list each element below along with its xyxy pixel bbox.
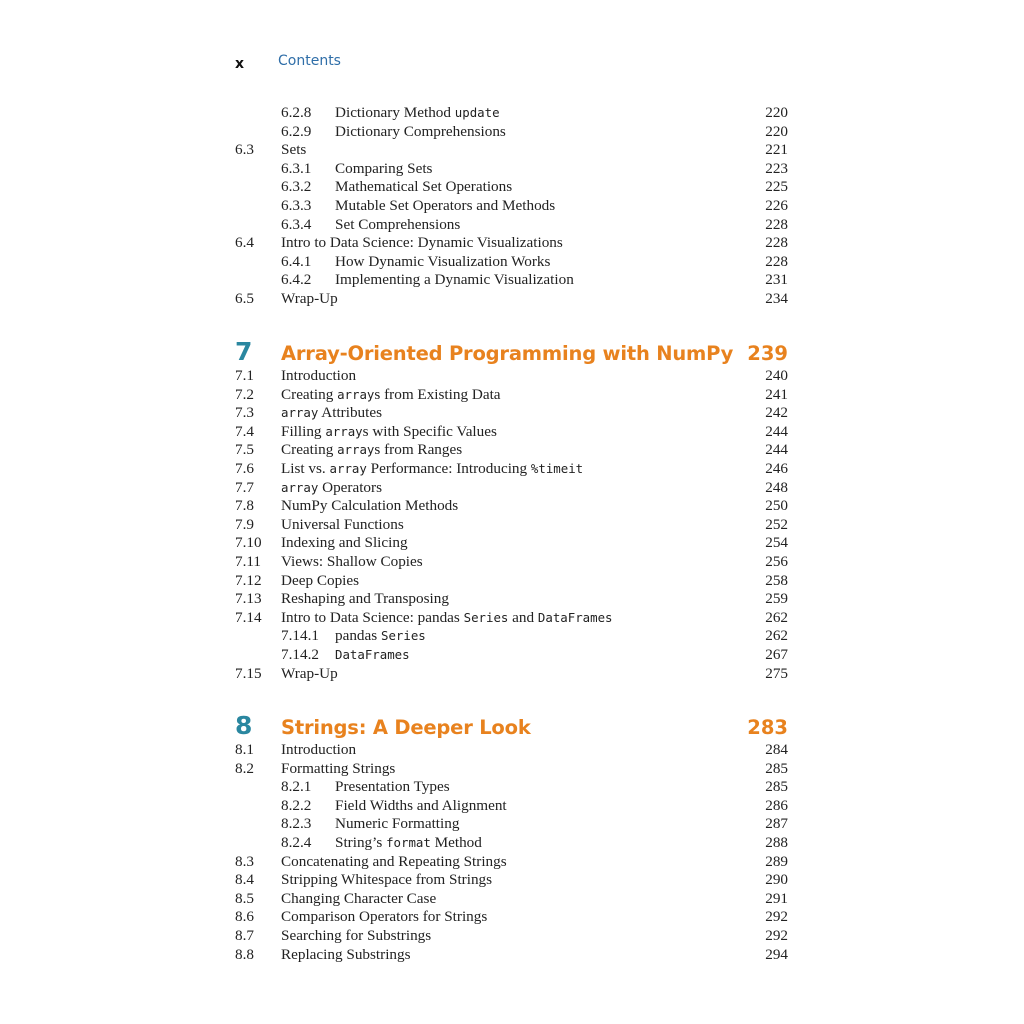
section-title[interactable] [281, 553, 423, 572]
title-text: Creating [281, 441, 338, 459]
toc-entry[interactable] [235, 197, 788, 216]
section-title[interactable] [281, 908, 487, 927]
section-number: 8.3 [235, 852, 254, 870]
section-title[interactable] [335, 160, 432, 179]
section-title[interactable] [281, 290, 338, 309]
title-text: Introduction [281, 741, 357, 758]
section-number: 6.5 [235, 289, 254, 307]
code-term: array [281, 405, 319, 421]
title-text: List vs. [281, 459, 330, 477]
section-number: 8.2 [235, 759, 254, 777]
page-number: 250 [765, 497, 788, 515]
section-title[interactable] [281, 760, 395, 779]
code-term: DataFrames [537, 609, 613, 625]
page-number: 228 [765, 215, 788, 233]
title-text: Performance: Introducing [366, 459, 531, 477]
page-number: 275 [765, 664, 788, 682]
toc-entry[interactable] [235, 404, 788, 423]
title-text: Deep Copies [281, 571, 360, 589]
section-number: 6.3 [235, 141, 254, 159]
section-number: 6.3.4 [281, 215, 312, 233]
page-number: 231 [765, 271, 788, 289]
toc-entry[interactable] [235, 778, 788, 797]
toc-entry[interactable] [235, 123, 788, 142]
toc-entry[interactable] [235, 665, 788, 684]
section-title[interactable] [335, 646, 410, 665]
section-title[interactable] [281, 890, 436, 909]
page-number: 244 [765, 422, 788, 440]
toc-entry[interactable] [235, 104, 788, 123]
toc-entry[interactable] [235, 460, 788, 479]
chapter-title[interactable]: Strings: A Deeper Look [281, 716, 531, 739]
title-text: Intro to Data Science: Dynamic Visualizations [281, 234, 563, 252]
page-number: 292 [765, 908, 788, 926]
page-number: 228 [765, 252, 788, 270]
code-term: array [281, 479, 319, 495]
section-title[interactable] [281, 460, 583, 479]
toc-entry[interactable] [235, 553, 788, 572]
section-title[interactable] [335, 216, 460, 235]
toc-entry[interactable] [235, 234, 788, 253]
section-number: 7.11 [235, 552, 262, 570]
section-number: 8.2.1 [281, 778, 312, 796]
page-number: 291 [765, 889, 788, 907]
section-title[interactable] [335, 253, 550, 272]
toc-entry[interactable] [235, 178, 788, 197]
section-title[interactable] [281, 441, 462, 460]
toc-entry[interactable] [235, 497, 788, 516]
section-title[interactable] [281, 572, 359, 591]
section-title[interactable] [281, 423, 497, 442]
section-number: 6.3.1 [281, 159, 312, 177]
title-text: Introduction [281, 367, 357, 384]
section-title[interactable] [281, 609, 613, 628]
title-text: Field Widths and Alignment [335, 796, 507, 814]
toc-entry[interactable] [235, 290, 788, 309]
toc-entry[interactable] [235, 141, 788, 160]
section-number: 6.4 [235, 234, 254, 252]
toc-entry[interactable] [235, 572, 788, 591]
section-title[interactable] [335, 815, 459, 834]
title-text: Comparison Operators for Strings [281, 908, 488, 926]
title-text: How Dynamic Visualization Works [335, 252, 551, 270]
page-number: 234 [765, 289, 788, 307]
page-number: 286 [765, 796, 788, 814]
section-number: 7.6 [235, 459, 254, 477]
code-term: DataFrames [335, 646, 410, 662]
page-number: 220 [765, 122, 788, 140]
chapter-heading[interactable] [235, 711, 788, 741]
section-title[interactable] [281, 741, 356, 760]
title-text: Presentation Types [335, 778, 450, 796]
code-term: update [454, 105, 500, 120]
section-number: 7.7 [235, 478, 254, 496]
section-title[interactable] [281, 141, 306, 160]
section-number: 6.2.8 [281, 104, 312, 121]
chapter-title[interactable]: Array-Oriented Programming with NumPy [281, 342, 734, 365]
toc-entry[interactable] [235, 534, 788, 553]
title-text: Creating [281, 385, 338, 403]
chapter-page-number: 283 [747, 716, 788, 739]
toc-entry[interactable] [235, 441, 788, 460]
page-number: 258 [765, 571, 788, 589]
page-number: 225 [765, 178, 788, 196]
section-title[interactable] [281, 871, 492, 890]
section-title[interactable] [335, 104, 500, 123]
section-number: 8.2.4 [281, 833, 312, 851]
toc-entry[interactable] [235, 797, 788, 816]
page-number: 267 [765, 645, 788, 663]
chapter-page-number: 239 [747, 342, 788, 365]
title-text: Attributes [318, 404, 383, 422]
toc-continued-section [235, 104, 788, 309]
code-term: %timeit [530, 460, 584, 476]
title-text: s with Specific Values [362, 422, 497, 440]
section-title[interactable] [335, 778, 450, 797]
title-text: s from Existing Data [374, 385, 501, 403]
section-number: 7.14 [235, 608, 262, 626]
toc-entry[interactable] [235, 871, 788, 890]
title-text: Sets [281, 141, 307, 159]
page-folio: x [235, 56, 245, 72]
section-title[interactable] [281, 404, 382, 423]
page-number: 285 [765, 759, 788, 777]
page-number: 259 [765, 590, 788, 608]
toc-entry[interactable] [235, 590, 788, 609]
section-number: 7.8 [235, 497, 254, 515]
toc-entry[interactable] [235, 160, 788, 179]
title-text: Changing Character Case [281, 889, 437, 907]
section-title[interactable] [281, 590, 449, 609]
page-number: 244 [765, 441, 788, 459]
toc-chapter-8 [235, 711, 788, 964]
section-number: 6.2.9 [281, 122, 312, 140]
title-text: NumPy Calculation Methods [281, 497, 459, 515]
section-title[interactable] [335, 797, 507, 816]
code-term: array [325, 423, 363, 439]
section-number: 8.7 [235, 926, 254, 944]
page-number: 240 [765, 367, 788, 384]
page-number: 220 [765, 104, 788, 121]
section-title[interactable] [281, 946, 411, 965]
section-number: 7.3 [235, 404, 254, 422]
title-text: Reshaping and Transposing [281, 590, 449, 608]
section-number: 7.14.1 [281, 627, 319, 645]
page-number: 284 [765, 741, 788, 758]
section-number: 7.9 [235, 515, 254, 533]
toc-entry[interactable] [235, 479, 788, 498]
section-number: 7.13 [235, 590, 262, 608]
section-title[interactable] [281, 853, 507, 872]
title-text: and [508, 608, 538, 626]
page-number: 221 [765, 141, 788, 159]
toc-entry[interactable] [235, 853, 788, 872]
title-text: pandas [335, 627, 381, 645]
toc-entry[interactable] [235, 760, 788, 779]
page-number: 292 [765, 926, 788, 944]
section-number: 8.1 [235, 741, 254, 758]
toc-entry[interactable] [235, 271, 788, 290]
section-title[interactable] [335, 197, 555, 216]
page-number: 262 [765, 608, 788, 626]
section-title[interactable] [281, 497, 458, 516]
title-text: Method [430, 833, 482, 851]
title-text: Concatenating and Repeating Strings [281, 852, 507, 870]
section-number: 7.4 [235, 422, 254, 440]
section-title[interactable] [281, 479, 382, 498]
section-number: 8.4 [235, 871, 254, 889]
title-text: Wrap-Up [281, 664, 338, 682]
page-number: 246 [765, 459, 788, 477]
title-text: Wrap-Up [281, 289, 338, 307]
toc-entry[interactable] [235, 423, 788, 442]
toc-entry[interactable] [235, 627, 788, 646]
page-number: 223 [765, 159, 788, 177]
title-text: Stripping Whitespace from Strings [281, 871, 493, 889]
title-text: Dictionary Comprehensions [335, 122, 506, 140]
title-text: Filling [281, 422, 326, 440]
title-text: Comparing Sets [335, 159, 433, 177]
section-number: 6.3.2 [281, 178, 312, 196]
section-number: 6.4.2 [281, 271, 312, 289]
section-number: 7.12 [235, 571, 262, 589]
title-text: Set Comprehensions [335, 215, 461, 233]
section-title[interactable] [281, 534, 408, 553]
page-number: 241 [765, 385, 788, 403]
chapter-number: 7 [235, 337, 253, 366]
title-text: Intro to Data Science: pandas [281, 608, 464, 626]
toc-entry[interactable] [235, 890, 788, 909]
section-number: 7.5 [235, 441, 254, 459]
page-number: 288 [765, 833, 788, 851]
running-title: Contents [278, 53, 341, 69]
page-number: 248 [765, 478, 788, 496]
section-title[interactable] [335, 123, 506, 142]
title-text: Mutable Set Operators and Methods [335, 196, 556, 214]
code-term: array [337, 386, 375, 402]
title-text: Implementing a Dynamic Visualization [335, 271, 574, 289]
section-number: 7.14.2 [281, 645, 319, 663]
title-text: Numeric Formatting [335, 815, 460, 833]
page-number: 262 [765, 627, 788, 645]
code-term: array [337, 442, 375, 458]
section-title[interactable] [281, 665, 338, 684]
toc-entry[interactable] [235, 386, 788, 405]
title-text: Dictionary Method [335, 104, 455, 121]
toc-entry[interactable] [235, 741, 788, 760]
page-number: 294 [765, 945, 788, 963]
title-text: Universal Functions [281, 515, 404, 533]
section-number: 8.8 [235, 945, 254, 963]
toc-entry[interactable] [235, 815, 788, 834]
section-number: 8.2.3 [281, 815, 312, 833]
section-number: 6.3.3 [281, 196, 312, 214]
section-title[interactable] [281, 386, 501, 405]
title-text: Mathematical Set Operations [335, 178, 513, 196]
section-number: 7.15 [235, 664, 262, 682]
section-title[interactable] [281, 234, 563, 253]
page-number: 289 [765, 852, 788, 870]
title-text: s from Ranges [374, 441, 463, 459]
toc-entry[interactable] [235, 516, 788, 535]
page-number: 287 [765, 815, 788, 833]
code-term: Series [380, 628, 426, 644]
page-number: 228 [765, 234, 788, 252]
section-title[interactable] [335, 834, 482, 853]
section-title[interactable] [281, 516, 404, 535]
toc-entry[interactable] [235, 646, 788, 665]
section-number: 7.10 [235, 534, 262, 552]
section-number: 6.4.1 [281, 252, 312, 270]
page-number: 256 [765, 552, 788, 570]
title-text: Replacing Substrings [281, 945, 411, 963]
page-number: 290 [765, 871, 788, 889]
section-number: 8.5 [235, 889, 254, 907]
section-number: 7.2 [235, 385, 254, 403]
title-text: Formatting Strings [281, 759, 396, 777]
section-title[interactable] [281, 367, 356, 386]
section-title[interactable] [335, 178, 512, 197]
section-title[interactable] [335, 627, 426, 646]
toc-chapter-7 [235, 337, 788, 683]
toc-entry[interactable] [235, 927, 788, 946]
section-number: 7.1 [235, 367, 254, 384]
title-text: Indexing and Slicing [281, 534, 408, 552]
section-title[interactable] [281, 927, 431, 946]
toc-entry[interactable] [235, 367, 788, 386]
title-text: Operators [318, 478, 382, 496]
page-number: 226 [765, 196, 788, 214]
page-number: 252 [765, 515, 788, 533]
toc-entry[interactable] [235, 834, 788, 853]
toc-entry[interactable] [235, 908, 788, 927]
code-term: format [386, 834, 431, 850]
toc-entry[interactable] [235, 609, 788, 628]
page-number: 242 [765, 404, 788, 422]
chapter-heading[interactable] [235, 337, 788, 367]
code-term: Series [463, 609, 509, 625]
toc-entry[interactable] [235, 216, 788, 235]
page-number: 285 [765, 778, 788, 796]
code-term: array [329, 460, 367, 476]
toc-entry[interactable] [235, 946, 788, 965]
page-number: 254 [765, 534, 788, 552]
title-text: Views: Shallow Copies [281, 552, 423, 570]
chapter-number: 8 [235, 711, 253, 740]
section-number: 8.2.2 [281, 796, 312, 814]
section-number: 8.6 [235, 908, 254, 926]
title-text: Searching for Substrings [281, 926, 432, 944]
section-title[interactable] [335, 271, 574, 290]
title-text: String’s [335, 833, 387, 851]
toc-entry[interactable] [235, 253, 788, 272]
